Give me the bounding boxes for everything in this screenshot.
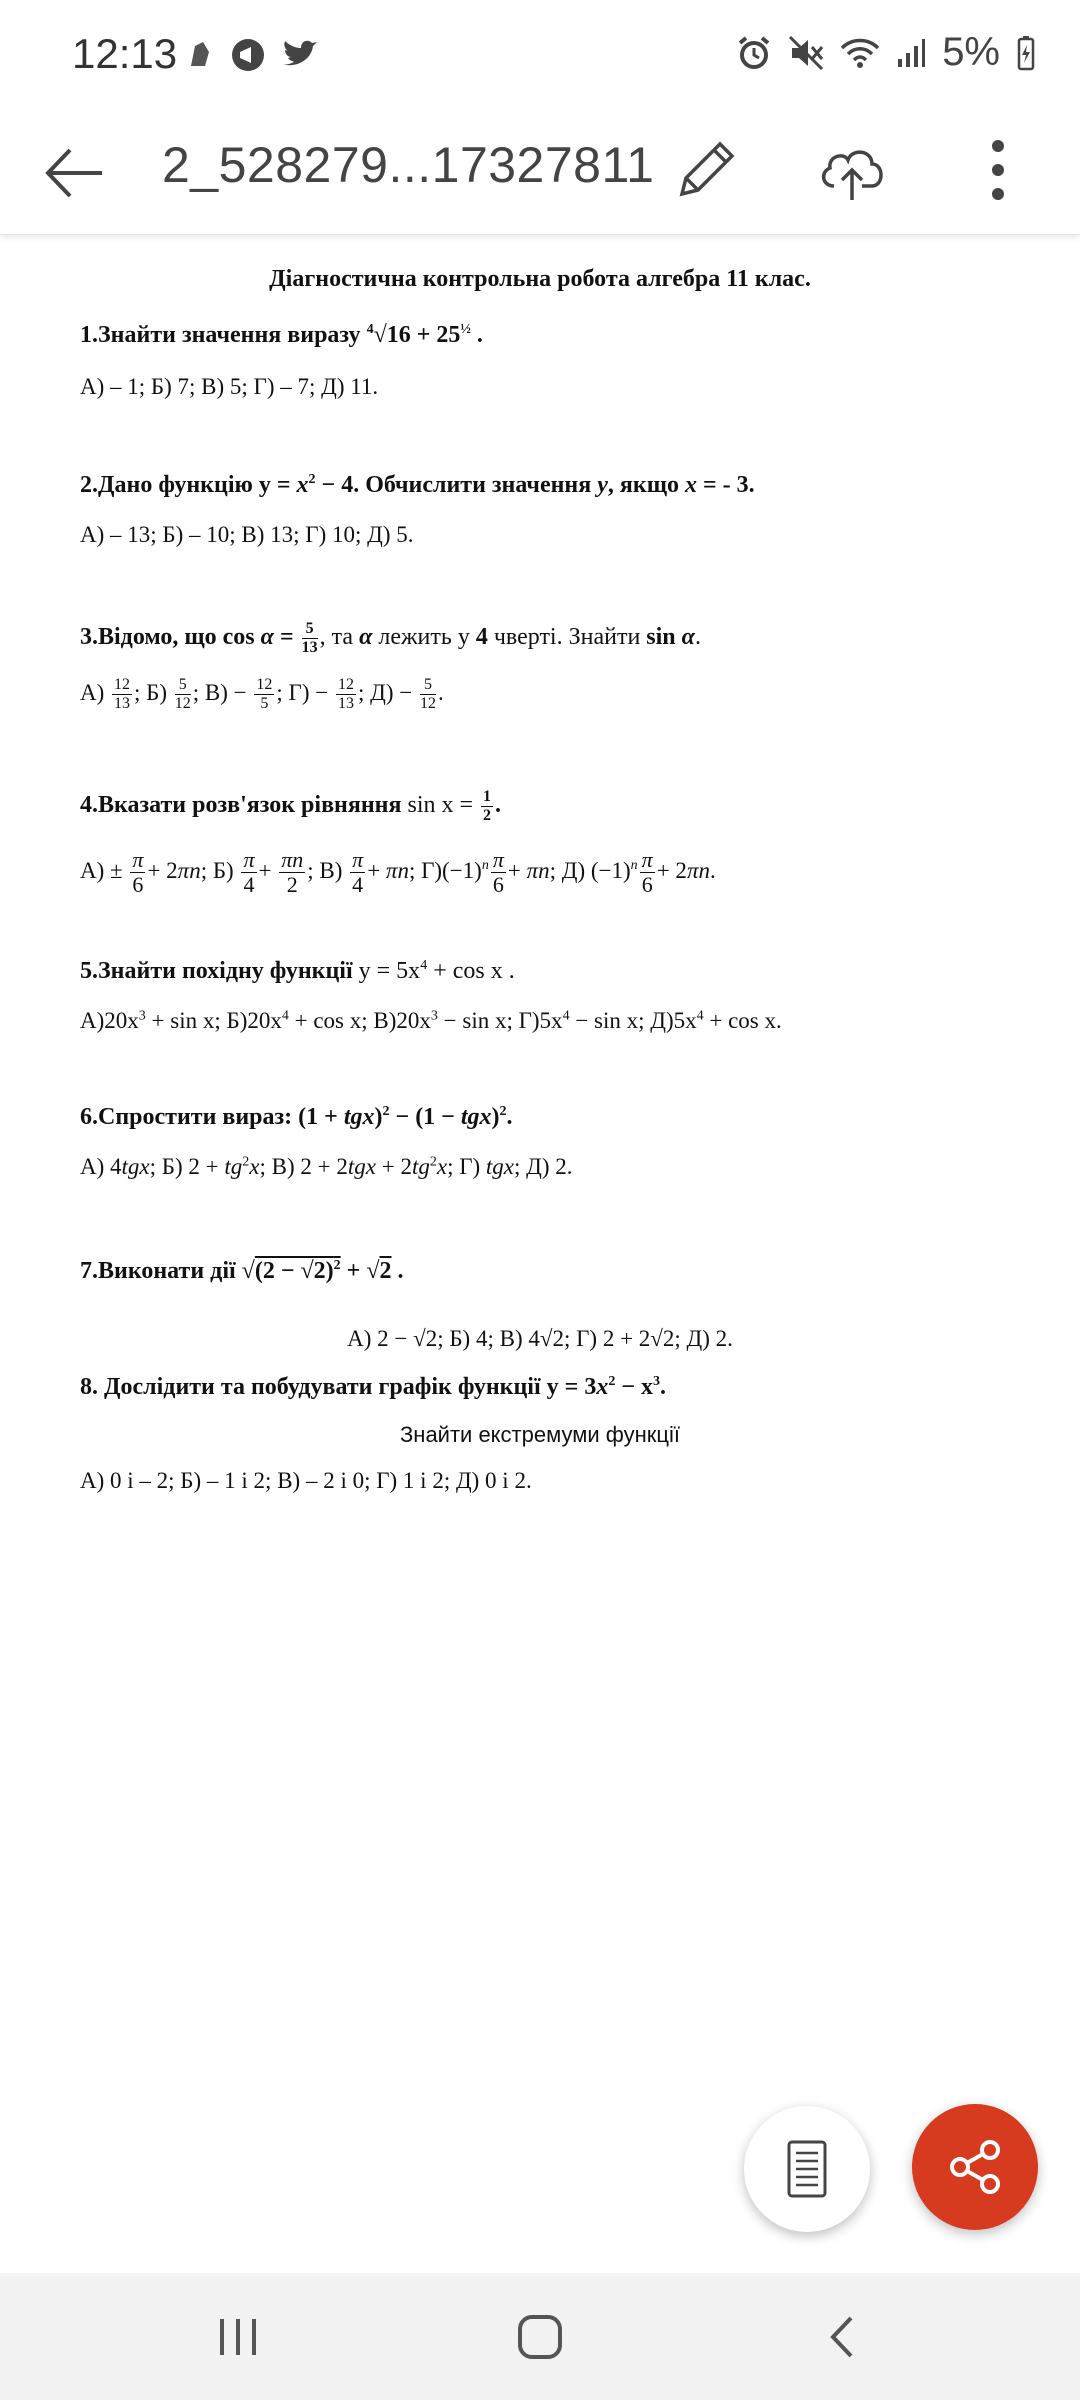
reading-view-button[interactable] xyxy=(744,2106,870,2232)
question-4: 4.Вказати розв'язок рівняння sin x = $\frac{1}{2}$ . xyxy=(80,788,502,824)
home-button[interactable] xyxy=(505,2305,575,2369)
question-1 xyxy=(80,322,483,349)
question-7: 7.Виконати дії $√(2 - √2)^2 + √2$ . xyxy=(80,1258,404,1284)
q8-answers: А) 0 і – 2; Б) – 1 і 2; В) – 2 і 0; Г) 1 і 2; Д) 0 і 2. xyxy=(80,1468,532,1493)
battery-percent: 5% xyxy=(942,30,1000,74)
document-page xyxy=(0,236,1080,2266)
question-8: 8. Дослідити та побудувати графік функції $y = 3x^2 - x^3$. xyxy=(80,1374,667,1400)
doc-heading: Діагностична контрольна робота алгебра 11 клас. xyxy=(269,266,811,292)
q2-answers: А) – 13; Б) – 10; В) 13; Г) 10; Д) 5. xyxy=(80,522,414,547)
q4-answers: А) ± $\frac{\pi}{6}$ + 2πn; Б) $\frac{\pi}{4}$ + $\frac{\pi n}{2}$ ; В) $\frac{\pi}{4}$ + πn; $Г)(-1)^n$ $\frac{\pi}{6}$ + πn; Д) $(-1)^n$ $\frac{\pi}{6}$ + 2πn. xyxy=(80,847,716,897)
cloud-upload-icon[interactable] xyxy=(814,132,890,208)
wifi-icon xyxy=(840,36,880,70)
q1-answers: А) – 1; Б) 7; В) 5; Г) – 7; Д) 11. xyxy=(80,374,379,399)
back-chevron-icon xyxy=(823,2312,863,2362)
q7-answers: А) 2 − √2; Б) 4; В) 4√2; Г) 2 + 2√2; Д) 2. xyxy=(347,1326,733,1351)
status-bar xyxy=(0,0,1080,118)
battery-charging-icon xyxy=(1016,35,1036,71)
twitter-icon xyxy=(281,38,319,70)
document-icon xyxy=(784,2139,830,2199)
system-status-icons xyxy=(736,30,1036,75)
back-button[interactable] xyxy=(808,2305,878,2369)
app-bar xyxy=(0,118,1080,235)
more-vert-icon[interactable] xyxy=(970,132,1026,208)
q8-subtitle: Знайти екстремуми функції xyxy=(400,1422,680,1447)
system-nav-bar xyxy=(0,2273,1080,2400)
document-title: 2_528279...17327811 xyxy=(162,137,655,193)
bell-rabbit-icon xyxy=(185,38,215,70)
recent-apps-icon xyxy=(216,2315,260,2359)
edit-pencil-icon[interactable] xyxy=(672,134,742,204)
question-2: 2.Дано функцію $y = x^2 - 4$. Обчислити значення y, якщо x = - 3. xyxy=(80,472,755,498)
megaphone-icon xyxy=(231,38,265,72)
home-icon xyxy=(515,2312,565,2362)
share-button[interactable] xyxy=(912,2104,1038,2230)
q5-answers: $А)20x^3 + \sin x$; $Б)20x^4 + \cos x$; $В)20x^3 - \sin x$; $Г)5x^4 - \sin x$; $Д)5x^4 + \cos x$. xyxy=(80,1008,782,1033)
q1-text: 1.Знайти значення виразу xyxy=(80,322,361,348)
notification-icons xyxy=(185,38,319,72)
signal-icon xyxy=(896,37,926,69)
mute-icon xyxy=(788,35,824,71)
alarm-icon xyxy=(736,35,772,71)
question-5: 5.Знайти похідну функції $y = 5x^4 + \cos x$ . xyxy=(80,958,515,984)
share-icon xyxy=(944,2136,1006,2198)
back-arrow-icon[interactable] xyxy=(40,138,110,208)
question-6: 6.Спростити вираз: (1 + tgx)$^2$ − (1 − tgx)$^2$. xyxy=(80,1104,513,1130)
question-3: 3.Відомо, що cos α = $\frac{5}{13}$ , та α лежить у 4 чверті. Знайти sin α. xyxy=(80,620,701,656)
q1-expression: $^4√16 + 25^{\frac{1}{2}}$ . xyxy=(366,322,483,348)
recent-apps-button[interactable] xyxy=(203,2305,273,2369)
q3-answers: А) $\frac{12}{13}$ ; Б) $\frac{5}{12}$ ; В) − $\frac{12}{5}$ ; Г) − $\frac{12}{13}$ ; Д) − $\frac{5}{12}$ . xyxy=(80,676,444,712)
q2-text: 2.Дано функцію xyxy=(80,472,253,498)
status-time: 12:13 xyxy=(72,30,178,77)
q6-answers: А) 4tgx; Б) $2 + tg^2x$; В) $2 + 2tgx + 2tg^2x$; Г) tgx; Д) 2. xyxy=(80,1154,573,1179)
